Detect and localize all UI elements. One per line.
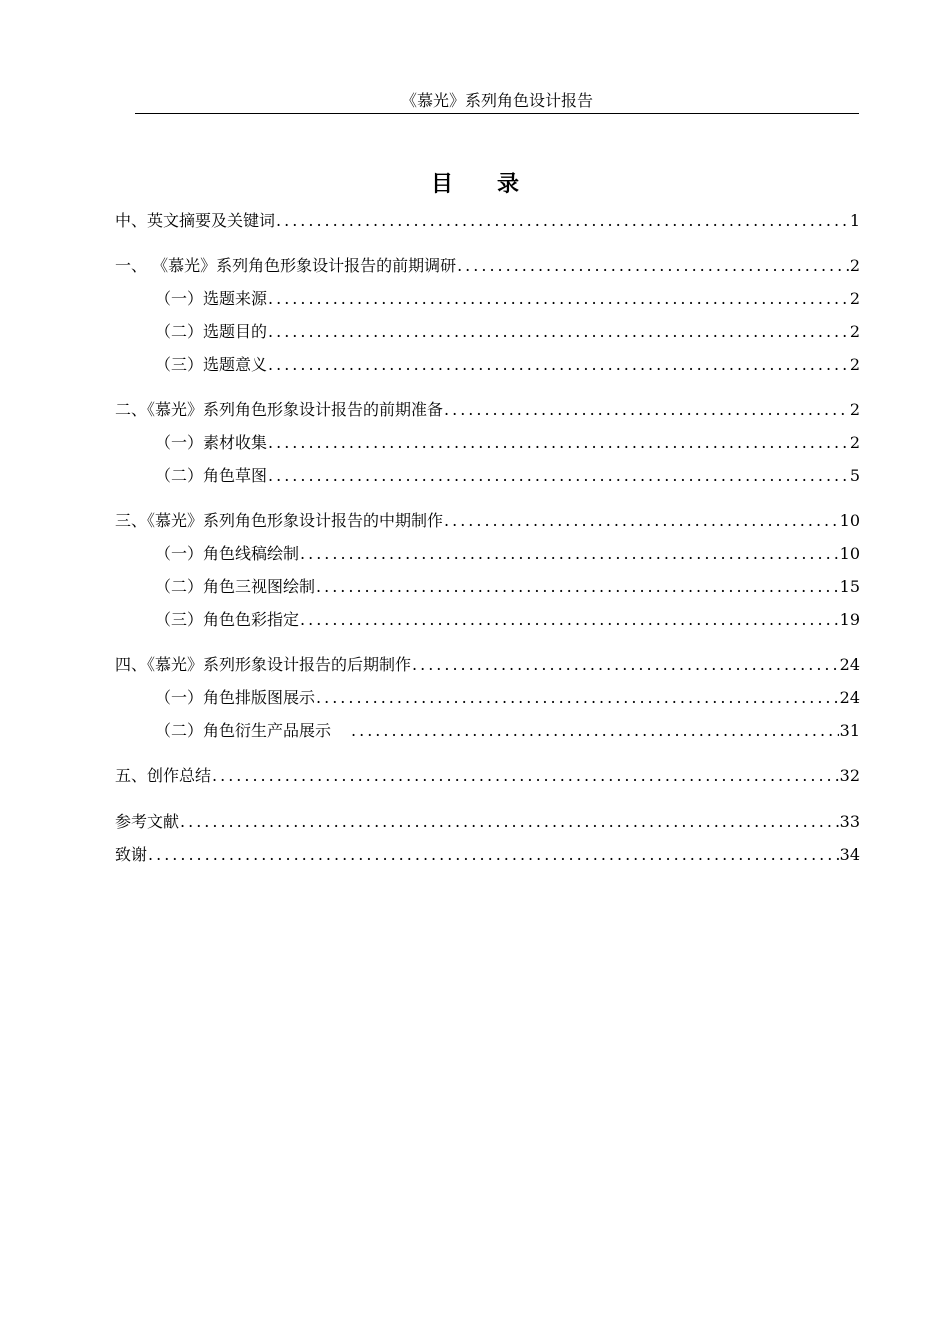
toc-entry-text: （一）素材收集 [155,433,268,452]
dot-leader [444,397,849,423]
toc-entry-2-2[interactable] [115,463,860,489]
toc-entry-page: 31 [839,721,860,740]
toc-entry-acknowledgements[interactable] [115,842,860,868]
toc-entry-page: 2 [849,289,860,308]
dot-leader [300,607,839,633]
toc-entry-page: 1 [849,211,860,230]
toc-entry-page: 10 [839,544,860,563]
dot-leader [212,763,839,789]
toc-entry-text: 二、《慕光》系列角色形象设计报告的前期准备 [115,400,444,419]
toc-entry-text: 参考文献 [115,812,180,831]
toc-entry-2-1[interactable] [115,430,860,456]
toc-entry-3-1[interactable] [115,541,860,567]
toc-entry-page: 2 [849,433,860,452]
running-header: 《慕光》系列角色设计报告 [400,91,593,110]
toc-entry-text: 五、创作总结 [115,766,212,785]
toc-entry-text: 三、《慕光》系列角色形象设计报告的中期制作 [115,511,444,530]
toc-entry-text: （二）选题目的 [155,322,268,341]
dot-leader [180,809,839,835]
toc-entry-page: 24 [839,688,860,707]
toc-entry-page: 19 [839,610,860,629]
toc-entry-page: 10 [839,511,860,530]
toc-entry-text: （二）角色三视图绘制 [155,577,316,596]
toc-entry-text: （一）角色线稿绘制 [155,544,300,563]
toc-title: 目录 [430,171,563,197]
toc-entry-3-2[interactable] [115,574,860,600]
dot-leader [412,652,839,678]
toc-entry-chapter-1[interactable] [115,253,860,279]
dot-leader [268,286,849,312]
toc-entry-page: 2 [849,355,860,374]
dot-leader [148,842,839,868]
dot-leader [444,508,839,534]
toc-entry-chapter-5[interactable] [115,763,860,789]
toc-entry-text: 一、 《慕光》系列角色形象设计报告的前期调研 [115,256,457,275]
toc-entry-references[interactable] [115,809,860,835]
dot-leader [268,319,849,345]
dot-leader [268,430,849,456]
toc-entry-text: （一）角色排版图展示 [155,688,316,707]
toc-entry-abstract[interactable] [115,208,860,234]
toc-entry-4-1[interactable] [115,685,860,711]
toc-entry-1-1[interactable] [115,286,860,312]
dot-leader [457,253,849,279]
toc-entry-page: 2 [849,256,860,275]
toc-entry-page: 15 [839,577,860,596]
toc-entry-page: 33 [839,812,860,831]
dot-leader [300,541,839,567]
toc-entry-1-3[interactable] [115,352,860,378]
toc-entry-text: （三）角色色彩指定 [155,610,300,629]
toc-entry-text: （一）选题来源 [155,289,268,308]
toc-entry-page: 2 [849,400,860,419]
dot-leader [351,718,839,744]
toc-entry-text: （二）角色草图 [155,466,268,485]
toc-entry-4-2[interactable] [115,718,860,744]
toc-entry-text: 致谢 [115,845,148,864]
toc-entry-page: 34 [839,845,860,864]
dot-leader [268,463,849,489]
table-of-contents [115,0,860,1344]
toc-entry-1-2[interactable] [115,319,860,345]
toc-entry-chapter-2[interactable] [115,397,860,423]
toc-entry-3-3[interactable] [115,607,860,633]
dot-leader [268,352,849,378]
toc-entry-text: （二）角色衍生产品展示 [155,721,332,740]
toc-entry-page: 32 [839,766,860,785]
dot-leader [276,208,849,234]
toc-entry-page: 5 [849,466,860,485]
dot-leader [316,574,839,600]
toc-entry-text: （三）选题意义 [155,355,268,374]
toc-entry-text: 四、《慕光》系列形象设计报告的后期制作 [115,655,412,674]
toc-entry-chapter-3[interactable] [115,508,860,534]
toc-entry-chapter-4[interactable] [115,652,860,678]
dot-leader [316,685,839,711]
toc-entry-page: 24 [839,655,860,674]
toc-entry-text: 中、英文摘要及关键词 [115,211,276,230]
toc-entry-page: 2 [849,322,860,341]
